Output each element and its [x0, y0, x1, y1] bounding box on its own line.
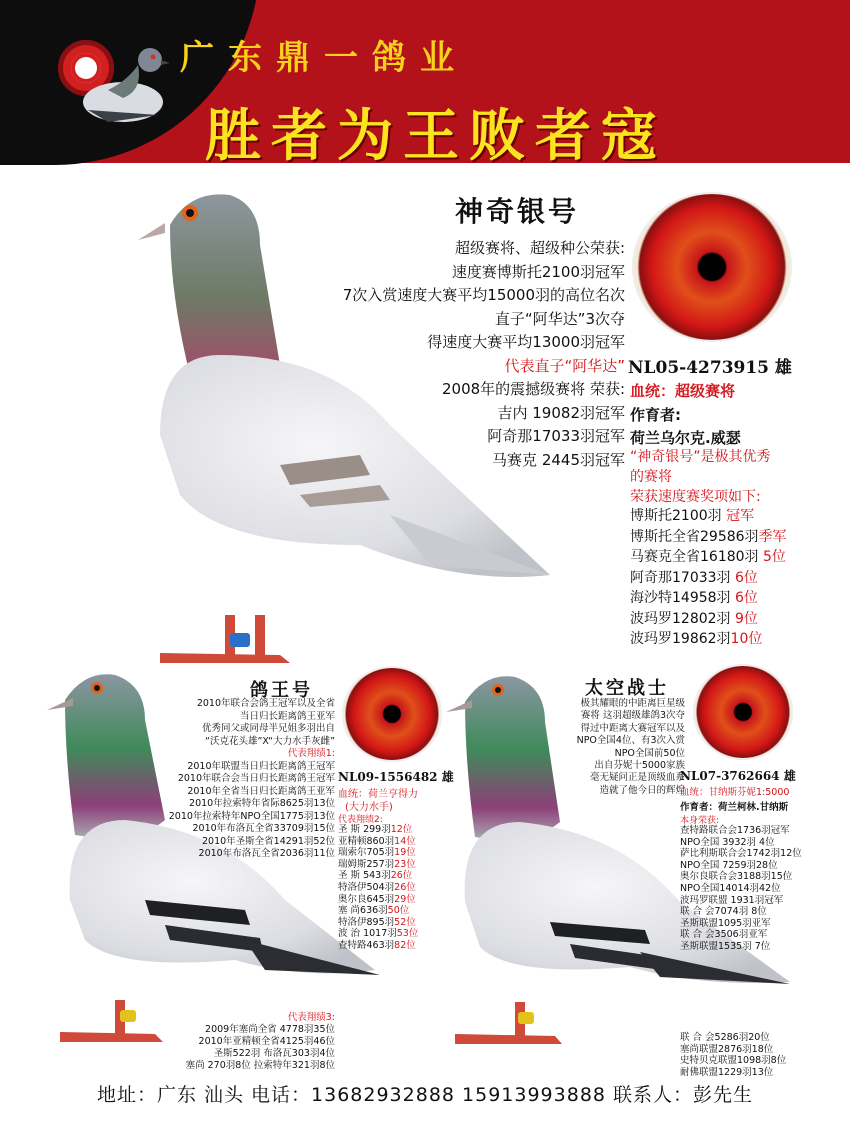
bird3-result: 联 合 会7074羽 8位	[680, 906, 767, 918]
bird3-eye-image	[693, 664, 793, 760]
result-count: 463羽	[366, 939, 395, 951]
bird1-desc	[630, 447, 771, 507]
result-place: 50位	[387, 905, 410, 917]
bird3-name: 太空战士	[585, 678, 669, 699]
slogan: 胜者为王败者寇	[205, 104, 667, 169]
bird2-result-row	[338, 824, 418, 836]
award-race: 波玛罗19862羽	[630, 631, 731, 647]
award-place: 9位	[735, 610, 758, 627]
result-count: 645羽	[366, 893, 395, 905]
bird1-desc-line: 的赛将	[630, 469, 672, 485]
result-race: 圣 斯	[338, 870, 361, 882]
bird2-result-row	[338, 882, 418, 894]
award-place: 10位	[730, 631, 763, 647]
result-race: 瑞姆斯	[338, 858, 367, 870]
bird2-sib-line: 2010年联合会当日归长距离鸽王冠军	[177, 773, 335, 784]
award-row	[630, 609, 787, 630]
award-row	[630, 568, 787, 589]
bird2-result-row	[338, 940, 418, 952]
result-count: 257羽	[366, 858, 395, 870]
bird3-result: 奥尔良联合会3188羽15位	[680, 871, 793, 883]
result-count: 895羽	[366, 916, 395, 928]
result-place: 12位	[390, 824, 413, 835]
result-race: 瑞索尔	[338, 847, 367, 859]
bird1-eye-image	[632, 192, 792, 342]
logo-pigeon-icon	[68, 30, 178, 140]
bird2-result-row	[338, 928, 418, 940]
bird3-result: NPO全国 7259羽28位	[680, 859, 778, 871]
result-count: 543羽	[363, 870, 391, 882]
bird3-results2	[680, 1032, 786, 1078]
bird2-sib-title: 代表翔绩1:	[287, 748, 335, 759]
bird3-result: 波玛罗联盟 1931羽冠军	[680, 894, 784, 906]
bird2-eye-image	[342, 666, 442, 762]
bird1-honor: 吉内 19082羽冠军	[497, 403, 625, 422]
bird1-desc-line: “神奇银号”是极其优秀	[630, 449, 771, 465]
award-place: 5位	[763, 549, 786, 565]
bird2-intro-line: 2010年联合会鸽王冠军以及全省	[196, 698, 335, 709]
bird1-awards	[630, 506, 787, 650]
result-race: 特洛伊	[338, 916, 367, 928]
result-count: 636羽	[360, 905, 388, 917]
result-place: 82位	[394, 939, 416, 951]
bird3-intro-line: 赛将 这羽超级雄鸽3次夺	[580, 710, 685, 722]
result-race: 塞 尚	[338, 905, 361, 917]
bird2-results3-line: 2010年亚精顿全省4125羽46位	[198, 1036, 335, 1047]
bird2-sib-line: 2010年布洛瓦全省2036羽11位	[198, 848, 335, 859]
award-race: 波玛罗12802羽	[630, 610, 731, 627]
award-race: 博斯托2100羽	[630, 508, 722, 524]
result-place: 26位	[390, 870, 413, 882]
result-place: 26位	[394, 881, 416, 893]
bird2-result-row	[338, 870, 418, 882]
award-place: 季军	[758, 528, 787, 545]
bird3-intro-line: 出自芬妮十5000家族	[594, 760, 685, 772]
result-race: 亚精顿	[338, 835, 367, 847]
bird2-results3	[155, 1012, 335, 1072]
company-name: 广东鼎一鸽业	[180, 38, 468, 78]
bird1-honor: 超级赛将、超级种公荣获:	[454, 239, 625, 257]
bird3-intro-line: 毫无疑问正是顶级血系	[589, 772, 685, 784]
bird3-intro-line: 极其耀眼的中距离巨星级	[580, 698, 685, 709]
bird3-intro-line: NPO全国4位、有3次入赏	[576, 735, 685, 747]
result-race: 奥尔良	[338, 893, 367, 905]
result-place: 19位	[394, 847, 416, 859]
bird3-result: NPO全国14014羽42位	[680, 882, 781, 894]
footer-contact: 地址：广东 汕头 电话：13682932888 15913993888 联系人：彭先生	[96, 1084, 754, 1106]
award-row	[630, 547, 787, 568]
award-race: 马赛克全省16180羽	[630, 549, 759, 565]
result-count: 1017羽	[363, 928, 397, 940]
result-place: 23位	[394, 858, 416, 870]
bird3-intro-line: NPO全国前50位	[614, 747, 685, 759]
bird3-result2: 联 合 会5286羽20位	[680, 1032, 770, 1043]
bird2-result-row	[338, 905, 418, 917]
result-count: 299羽	[363, 824, 391, 835]
bird2-ring: NL09-1556482 雄	[338, 770, 454, 784]
award-race: 海沙特14958羽	[630, 590, 731, 606]
bird2-intro-line: 当日归长距离鸽王亚军	[239, 710, 335, 722]
result-count: 860羽	[366, 835, 395, 847]
bird3-result: 查特路联合会1736羽冠军	[680, 825, 790, 836]
bird3-result: 圣斯联盟1535羽 7位	[680, 940, 771, 952]
bird2-sib-line: 2010年圣斯全省14291羽52位	[202, 835, 335, 847]
bird1-honor: 2008年的震撼级赛将 荣获:	[442, 380, 625, 398]
bird3-bloodline: 血统：甘纳斯芬妮1:5000	[680, 787, 790, 798]
result-race: 特洛伊	[338, 881, 367, 893]
award-place: 冠军	[726, 508, 755, 524]
bird3-results	[680, 825, 802, 953]
bird2-results3-line: 塞尚 270羽8位 拉索特年321羽8位	[185, 1060, 335, 1071]
bird2-name: 鸽王号	[250, 680, 313, 701]
bird2-results-title: 代表翔绩2:	[338, 815, 383, 825]
award-row	[630, 588, 787, 609]
bird2-intro	[150, 698, 335, 861]
bird3-result: NPO全国 3932羽 4位	[680, 836, 775, 848]
bird2-result-row	[338, 917, 418, 929]
bird2-result-row	[338, 836, 418, 848]
result-race: 查特路	[338, 939, 367, 951]
result-place: 29位	[394, 893, 416, 905]
bird1-name: 神奇银号	[455, 195, 580, 228]
bird2-result-row	[338, 859, 418, 871]
bird2-bloodline2: (大力水手)	[345, 802, 393, 813]
award-row	[630, 506, 787, 527]
bird2-results	[338, 824, 418, 952]
bird3-intro-line: 造就了他今日的辉煌	[599, 784, 685, 796]
bird1-honor: 速度赛博斯托2100羽冠军	[451, 262, 625, 281]
result-count: 705羽	[366, 847, 395, 859]
bird3-result: 萨比利斯联合会1742羽12位	[680, 848, 802, 860]
bird2-results3-line: 2009年塞尚全省 4778羽35位	[205, 1024, 335, 1035]
bird3-result2: 耐佛联盟1229羽13位	[680, 1066, 774, 1078]
award-race: 阿奇那17033羽	[630, 569, 731, 586]
bird1-honor: 7次入赏速度大赛平均15000羽的高位名次	[342, 286, 625, 304]
bird2-sib-line: 2010年布洛瓦全省33709羽15位	[192, 823, 335, 834]
result-race: 圣 斯	[338, 824, 361, 835]
result-race: 波 治	[338, 928, 361, 940]
bird1-honor: 直子“阿华达”3次夺	[494, 309, 625, 328]
bird3-intro	[545, 698, 685, 797]
bird2-sib-line: 2010年全省当日归长距离鸽王亚军	[187, 785, 335, 797]
bird1-breeder: 荷兰乌尔克.威瑟	[630, 429, 741, 447]
bird3-intro-line: 得过中距离大赛冠军以及	[580, 722, 685, 734]
bird2-results3-title: 代表翔绩3:	[287, 1012, 335, 1023]
result-count: 504羽	[366, 881, 395, 893]
award-row	[630, 629, 787, 650]
result-place: 52位	[394, 916, 416, 928]
bird1-awards-title: 荣获速度赛奖项如下:	[630, 489, 761, 505]
bird2-intro-line: “沃克花头雄”X“大力水手灰雌”	[205, 735, 335, 747]
bird2-sib-line: 2010年拉索特年省际8625羽13位	[189, 798, 335, 809]
bird3-result: 联 合 会3506羽亚军	[680, 929, 768, 941]
result-place: 14位	[394, 835, 416, 847]
bird1-bloodline: 血统：超级赛将	[630, 382, 736, 400]
bird2-sib-line: 2010年联盟当日归长距离鸽王冠军	[187, 760, 335, 772]
bird1-honor: 代表直子“阿华达”	[504, 356, 625, 375]
bird2-result-row	[338, 847, 418, 859]
bird1-honor: 得速度大赛平均13000羽冠军	[427, 333, 625, 351]
award-place: 6位	[735, 569, 758, 586]
bird3-breeder: 作育者：荷兰柯林.甘纳斯	[680, 802, 789, 813]
result-place: 53位	[396, 928, 419, 940]
bird2-result-row	[338, 894, 418, 906]
bird3-result2: 史特贝克联盟1098羽8位	[680, 1055, 787, 1067]
bird3-ring: NL07-3762664 雄	[680, 769, 796, 783]
bird3-result2: 塞尚联盟2876羽18位	[680, 1043, 774, 1055]
bird1-breeder-label: 作育者:	[630, 406, 681, 424]
bird3-results-title: 本身荣获:	[680, 816, 720, 826]
award-race: 博斯托全省29586羽	[630, 528, 759, 545]
bird3-result: 圣斯联盟1095羽亚军	[680, 917, 771, 929]
bird1-honors	[300, 237, 625, 472]
bird2-results3-line: 圣斯522羽 布洛瓦303羽4位	[213, 1048, 335, 1059]
bird2-sib-line: 2010年拉索特年NPO全国1775羽13位	[168, 810, 335, 822]
bird1-honor: 阿奇那17033羽冠军	[487, 427, 625, 445]
bird1-ring: NL05-4273915 雄	[628, 358, 792, 378]
award-place: 6位	[735, 590, 758, 606]
bird2-bloodline: 血统：荷兰亨得力	[338, 789, 418, 800]
bird1-honor: 马赛克 2445羽冠军	[492, 450, 625, 469]
award-row	[630, 527, 787, 548]
bird2-intro-line: 优秀同父或同母半兄姐多羽出自	[201, 723, 335, 734]
